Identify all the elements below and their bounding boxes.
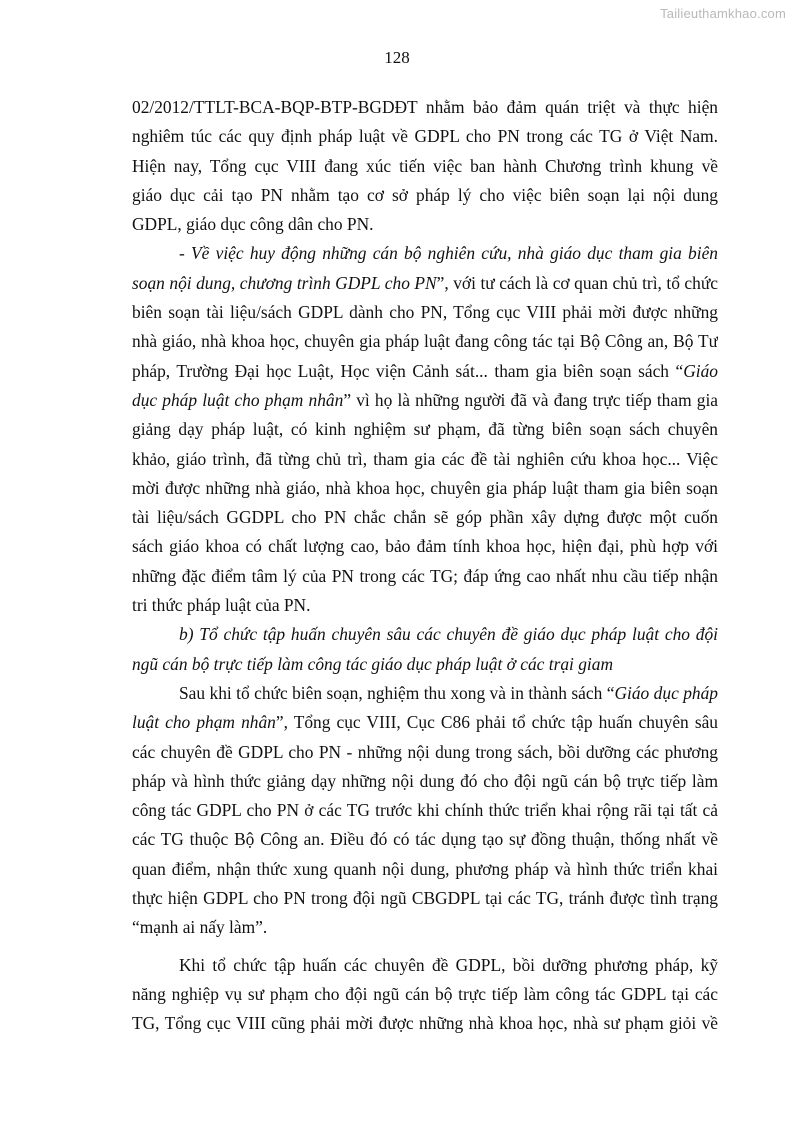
text-segment: những đặc điểm tâm lý của PN trong các TG; đáp ứng cao nhất nhu cầu tiếp nhận xyxy=(132,565,718,586)
text-segment: giảng dạy pháp luật, có kinh nghiệm sư phạm, đã từng biên soạn sách chuyên xyxy=(132,419,718,440)
text-line xyxy=(132,620,718,649)
text-line xyxy=(132,796,718,825)
text-segment: tài liệu/sách GGDPL cho PN chắc chắn sẽ góp phần xây dựng được một cuốn xyxy=(132,507,718,528)
italic-text: Giáo xyxy=(683,360,718,381)
text-line xyxy=(132,445,718,474)
text-segment: ”, với tư cách là cơ quan chủ trì, tổ chức xyxy=(436,272,718,293)
text-line xyxy=(132,650,718,679)
document-body xyxy=(132,93,718,1039)
text-segment: thực hiện GDPL cho PN trong đội ngũ CBGDPL tại các TG, tránh được tình trạng xyxy=(132,888,718,909)
text-segment: giáo dục cải tạo PN nhằm tạo cơ sở pháp lý cho việc biên soạn lại nội dung xyxy=(132,184,718,205)
italic-text: Giáo dục pháp xyxy=(614,682,718,703)
watermark: Tailieuthamkhao.com xyxy=(660,6,786,21)
italic-text: b) Tổ chức tập huấn chuyên sâu các chuyên đề giáo dục pháp luật cho đội xyxy=(179,624,718,645)
text-segment: Hiện nay, Tổng cục VIII đang xúc tiến việc ban hành Chương trình khung về xyxy=(132,155,718,176)
text-line xyxy=(132,767,718,796)
text-line xyxy=(132,825,718,854)
text-line xyxy=(132,327,718,356)
text-segment: 02/2012/TTLT-BCA-BQP-BTP-BGDĐT nhằm bảo đảm quán triệt và thực hiện xyxy=(132,97,718,117)
text-segment: nhà giáo, nhà khoa học, chuyên gia pháp luật đang công tác tại Bộ Công an, Bộ Tư xyxy=(132,331,718,352)
text-line xyxy=(132,122,718,151)
text-segment: GDPL, giáo dục công dân cho PN. xyxy=(132,214,374,235)
text-segment: mời được những nhà giáo, nhà khoa học, chuyên gia pháp luật tham gia biên soạn xyxy=(132,477,718,498)
text-line xyxy=(132,913,718,942)
text-line xyxy=(132,679,718,708)
text-line xyxy=(132,855,718,884)
text-segment: biên soạn tài liệu/sách GDPL dành cho PN, Tổng cục VIII phải mời được những xyxy=(132,302,718,323)
text-segment: pháp và hình thức giảng dạy những nội dung đó cho đội ngũ cán bộ trực tiếp làm xyxy=(132,770,718,791)
text-line xyxy=(132,93,718,122)
text-line xyxy=(132,591,718,620)
text-segment: các chuyên đề GDPL cho PN - những nội dung trong sách, bồi dưỡng các phương xyxy=(132,741,718,762)
text-segment: các TG thuộc Bộ Công an. Điều đó có tác dụng tạo sự đồng thuận, thống nhất về xyxy=(132,829,718,850)
text-line xyxy=(132,386,718,415)
text-segment: Sau khi tổ chức biên soạn, nghiệm thu xong và in thành sách “ xyxy=(179,682,615,703)
text-segment: pháp, Trường Đại học Luật, Học viện Cảnh sát... tham gia biên soạn sách “ xyxy=(132,360,684,381)
italic-text: ngũ cán bộ trực tiếp làm công tác giáo dục pháp luật ở các trại giam xyxy=(132,653,614,674)
text-segment: khảo, giáo trình, đã từng chủ trì, tham gia các đề tài nghiên cứu khoa học... Việc xyxy=(132,448,718,469)
text-line xyxy=(132,1009,718,1038)
text-segment: năng nghiệp vụ sư phạm cho đội ngũ cán bộ trực tiếp làm công tác GDPL tại các xyxy=(132,983,718,1004)
text-segment: nghiêm túc các quy định pháp luật về GDPL cho PN trong các TG ở Việt Nam. xyxy=(132,126,718,147)
text-segment: quan điểm, nhận thức xung quanh nội dung, phương pháp và hình thức triển khai xyxy=(132,858,718,879)
italic-text: soạn nội dung, chương trình GDPL cho PN xyxy=(132,272,437,293)
page-number: 128 xyxy=(384,48,410,67)
text-line xyxy=(132,181,718,210)
text-segment: TG, Tổng cục VIII cũng phải mời được những nhà khoa học, nhà sư phạm giỏi về xyxy=(132,1013,718,1034)
text-line xyxy=(132,532,718,561)
text-line xyxy=(132,474,718,503)
text-segment: tri thức pháp luật của PN. xyxy=(132,595,311,616)
text-segment: Khi tổ chức tập huấn các chuyên đề GDPL, bồi dưỡng phương pháp, kỹ xyxy=(179,954,718,975)
text-line xyxy=(132,210,718,239)
text-line xyxy=(132,152,718,181)
text-line xyxy=(132,708,718,737)
text-line xyxy=(132,562,718,591)
text-segment: ”, Tổng cục VIII, Cục C86 phải tổ chức tập huấn chuyên sâu xyxy=(275,712,718,733)
text-line xyxy=(132,269,718,298)
text-line xyxy=(132,980,718,1009)
text-line xyxy=(132,298,718,327)
text-segment: ” vì họ là những người đã và đang trực tiếp tham gia xyxy=(343,389,718,410)
text-line xyxy=(132,239,718,268)
text-line xyxy=(132,357,718,386)
text-segment: công tác GDPL cho PN ở các TG trước khi chính thức triển khai rộng rãi tại tất cả xyxy=(132,800,718,821)
text-line xyxy=(132,738,718,767)
text-line xyxy=(132,951,718,980)
text-segment: sách giáo khoa có chất lượng cao, bảo đảm tính khoa học, hiện đại, phù hợp với xyxy=(132,536,718,557)
text-line xyxy=(132,884,718,913)
italic-text: dục pháp luật cho phạm nhân xyxy=(132,389,344,410)
text-segment: “mạnh ai nấy làm”. xyxy=(132,917,268,938)
italic-text: luật cho phạm nhân xyxy=(132,712,276,733)
text-line xyxy=(132,503,718,532)
text-line xyxy=(132,415,718,444)
italic-text: - Về việc huy động những cán bộ nghiên cứu, nhà giáo dục tham gia biên xyxy=(179,243,718,264)
